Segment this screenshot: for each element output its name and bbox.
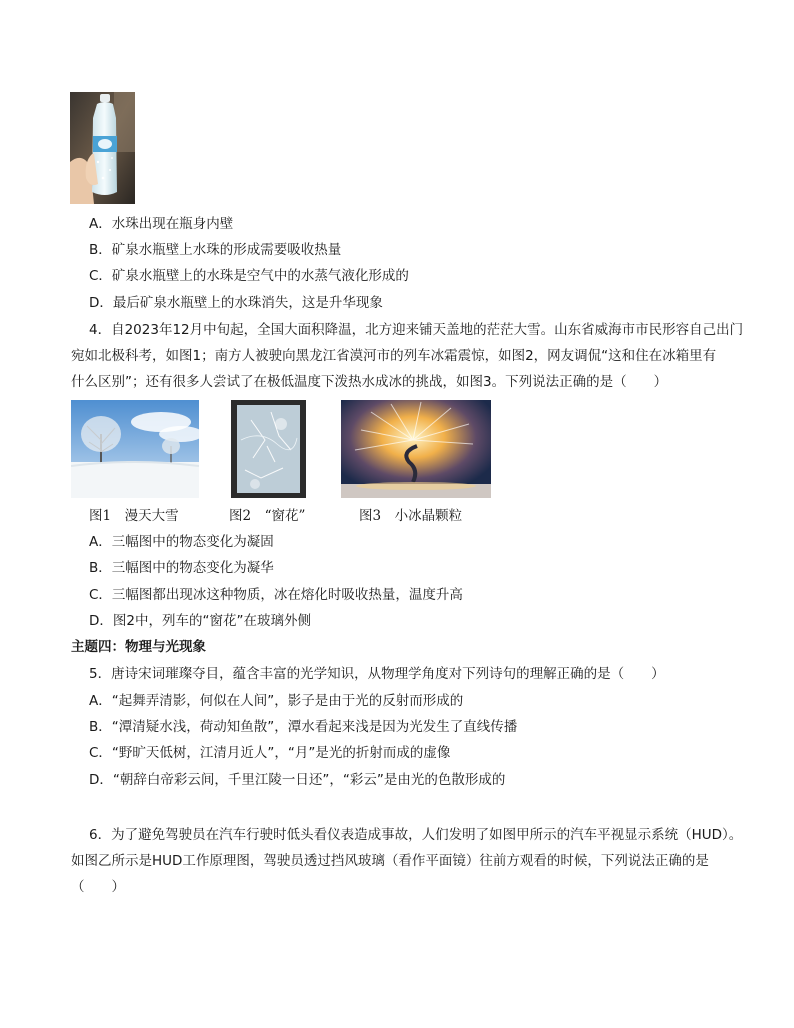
q3-option-b: B．矿泉水瓶壁上水珠的形成需要吸收热量 <box>89 242 342 258</box>
figure-2-caption: 图2 “窗花” <box>229 508 306 524</box>
q3-option-a: A．水珠出现在瓶身内壁 <box>89 216 234 232</box>
q5-option-c: C．“野旷天低树，江清月近人”，“月”是光的折射而成的虚像 <box>89 745 451 761</box>
q4-stem-line-2: 宛如北极科考，如图1；南方人被驶向黑龙江省漠河市的列车冰霜震惊，如图2，网友调侃“这和住在冰箱里有 <box>71 348 717 364</box>
q6-stem-line-1: 6．为了避免驾驶员在汽车行驶时低头看仪表造成事故，人们发明了如图甲所示的汽车平视显示系统（HUD）。 <box>89 827 743 843</box>
figure-3-caption: 图3 小冰晶颗粒 <box>359 508 463 524</box>
water-bottle-photo <box>70 92 135 204</box>
q5-option-d: D．“朝辞白帝彩云间，千里江陵一日还”，“彩云”是由光的色散形成的 <box>89 772 506 788</box>
q4-option-d: D．图2中，列车的“窗花”在玻璃外侧 <box>89 613 311 629</box>
q3-option-d: D．最后矿泉水瓶壁上的水珠消失，这是升华现象 <box>89 295 383 311</box>
q5-stem: 5．唐诗宋词璀璨夺目，蕴含丰富的光学知识，从物理学角度对下列诗句的理解正确的是（ ） <box>89 666 665 682</box>
figure-1-caption: 图1 漫天大雪 <box>89 508 179 524</box>
q4-stem-line-1: 4．自2023年12月中旬起，全国大面积降温，北方迎来铺天盖地的茫茫大雪。山东省威海市市民形容自己出门 <box>89 322 744 338</box>
q4-option-c: C．三幅图都出现冰这种物质，冰在熔化时吸收热量，温度升高 <box>89 587 463 603</box>
q6-stem-line-3: （ ） <box>71 879 125 895</box>
q5-option-a: A．“起舞弄清影，何似在人间”，影子是由于光的反射而形成的 <box>89 693 464 709</box>
q5-option-b: B．“潭清疑水浅，荷动知鱼散”，潭水看起来浅是因为光发生了直线传播 <box>89 719 518 735</box>
q3-option-c: C．矿泉水瓶壁上的水珠是空气中的水蒸气液化形成的 <box>89 268 409 284</box>
q4-stem-line-3: 什么区别”；还有很多人尝试了在极低温度下泼热水成冰的挑战，如图3。下列说法正确的是（ ） <box>71 374 668 390</box>
ice-crystal-photo <box>341 400 491 498</box>
snow-landscape-photo <box>71 400 199 498</box>
q4-option-a: A．三幅图中的物态变化为凝固 <box>89 534 274 550</box>
q6-stem-line-2: 如图乙所示是HUD工作原理图，驾驶员透过挡风玻璃（看作平面镜）往前方观看的时候，下列说法正确的是 <box>71 853 709 869</box>
q4-option-b: B．三幅图中的物态变化为凝华 <box>89 560 274 576</box>
frosted-window-photo <box>231 400 306 498</box>
section-heading: 主题四：物理与光现象 <box>71 639 206 655</box>
